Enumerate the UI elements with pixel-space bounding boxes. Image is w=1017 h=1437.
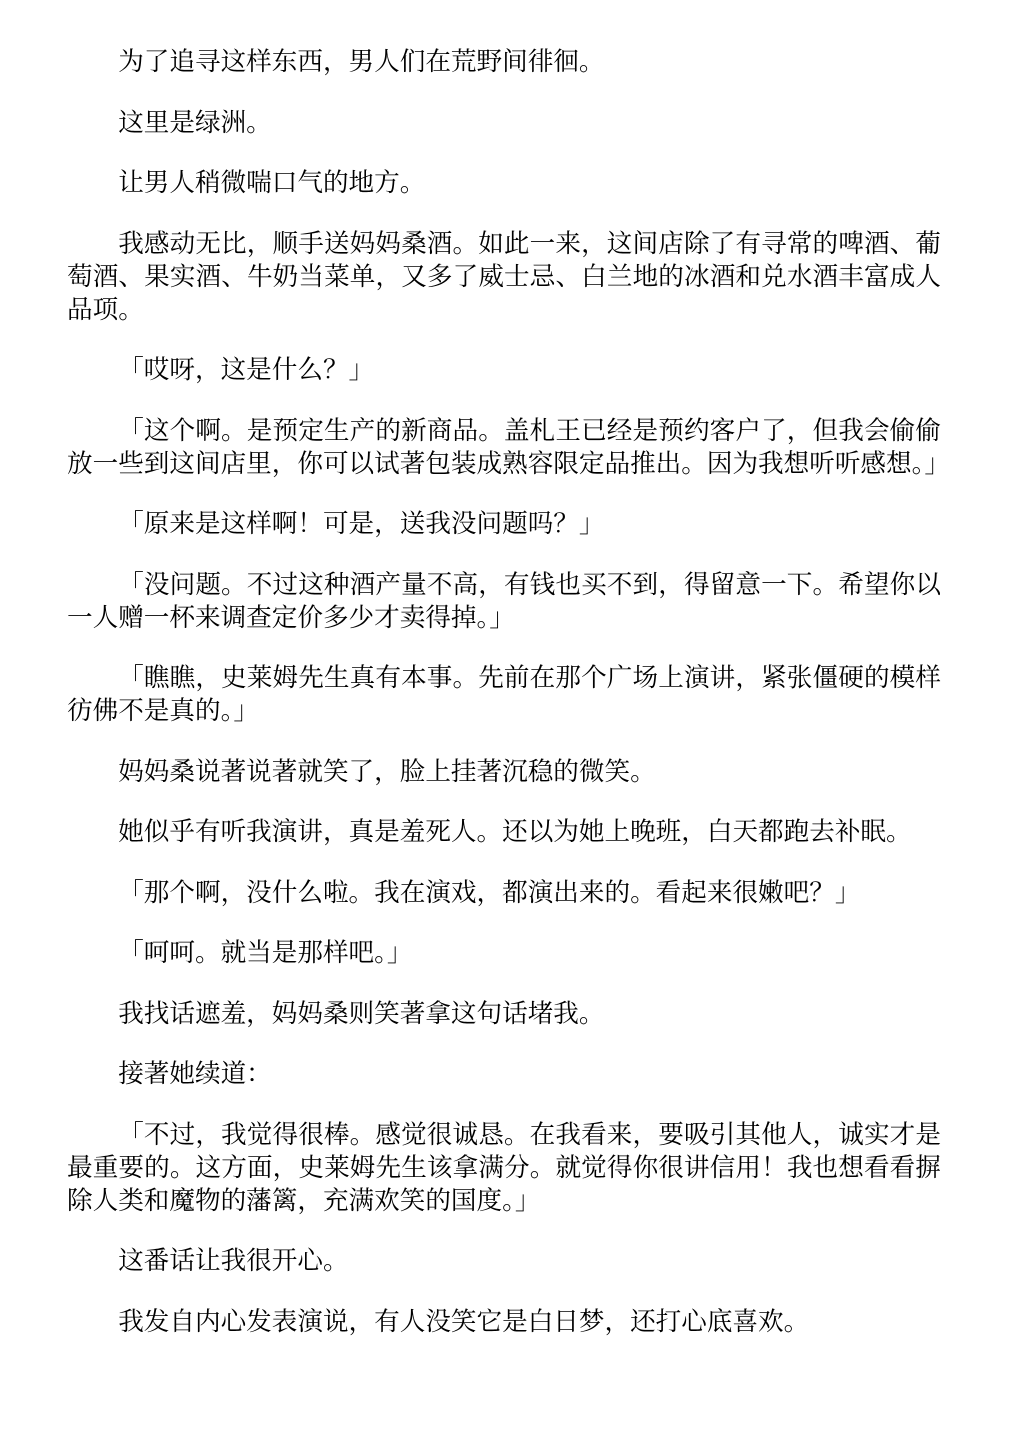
paragraph: 让男人稍微喘口气的地方。 bbox=[118, 168, 426, 198]
paragraph: 「没问题。不过这种酒产量不高，有钱也买不到，得留意一下。希望你以一人赠一杯来调查定价多少才卖得掉。」 bbox=[67, 569, 941, 633]
paragraph: 「哎呀，这是什么？」 bbox=[118, 355, 375, 385]
paragraph: 「那个啊，没什么啦。我在演戏，都演出来的。看起来很嫩吧？」 bbox=[118, 877, 861, 908]
paragraph: 我感动无比，顺手送妈妈桑酒。如此一来，这间店除了有寻常的啤酒、葡萄酒、果实酒、牛奶当菜单，又多了威士忌、白兰地的冰酒和兑水酒丰富成人品项。 bbox=[67, 228, 941, 325]
paragraph: 我找话遮羞，妈妈桑则笑著拿这句话堵我。 bbox=[118, 998, 605, 1029]
paragraph: 「原来是这样啊！可是，送我没问题吗？」 bbox=[118, 509, 605, 539]
paragraph: 「呵呵。就当是那样吧。」 bbox=[118, 938, 413, 968]
document-page bbox=[67, 46, 950, 1339]
paragraph: 接著她续道： bbox=[118, 1059, 272, 1089]
paragraph: 这里是绿洲。 bbox=[118, 107, 272, 138]
paragraph: 妈妈桑说著说著就笑了，脸上挂著沉稳的微笑。 bbox=[118, 756, 656, 787]
paragraph: 她似乎有听我演讲，真是羞死人。还以为她上晚班，白天都跑去补眠。 bbox=[118, 817, 912, 847]
paragraph: 「瞧瞧，史莱姆先生真有本事。先前在那个广场上演讲，紧张僵硬的模样彷佛不是真的。」 bbox=[67, 663, 941, 726]
paragraph: 为了追寻这样东西，男人们在荒野间徘徊。 bbox=[118, 47, 605, 77]
paragraph: 「这个啊。是预定生产的新商品。盖札王已经是预约客户了，但我会偷偷放一些到这间店里，你可以试著包装成熟容限定品推出。因为我想听听感想。」 bbox=[67, 415, 950, 479]
paragraph: 这番话让我很开心。 bbox=[118, 1246, 349, 1276]
paragraph: 我发自内心发表演说，有人没笑它是白日梦，还打心底喜欢。 bbox=[118, 1306, 810, 1337]
paragraph: 「不过，我觉得很棒。感觉很诚恳。在我看来，要吸引其他人，诚实才是最重要的。这方面，史莱姆先生该拿满分。就觉得你很讲信用！我也想看看摒除人类和魔物的藩篱，充满欢笑的国度。」 bbox=[67, 1119, 941, 1216]
